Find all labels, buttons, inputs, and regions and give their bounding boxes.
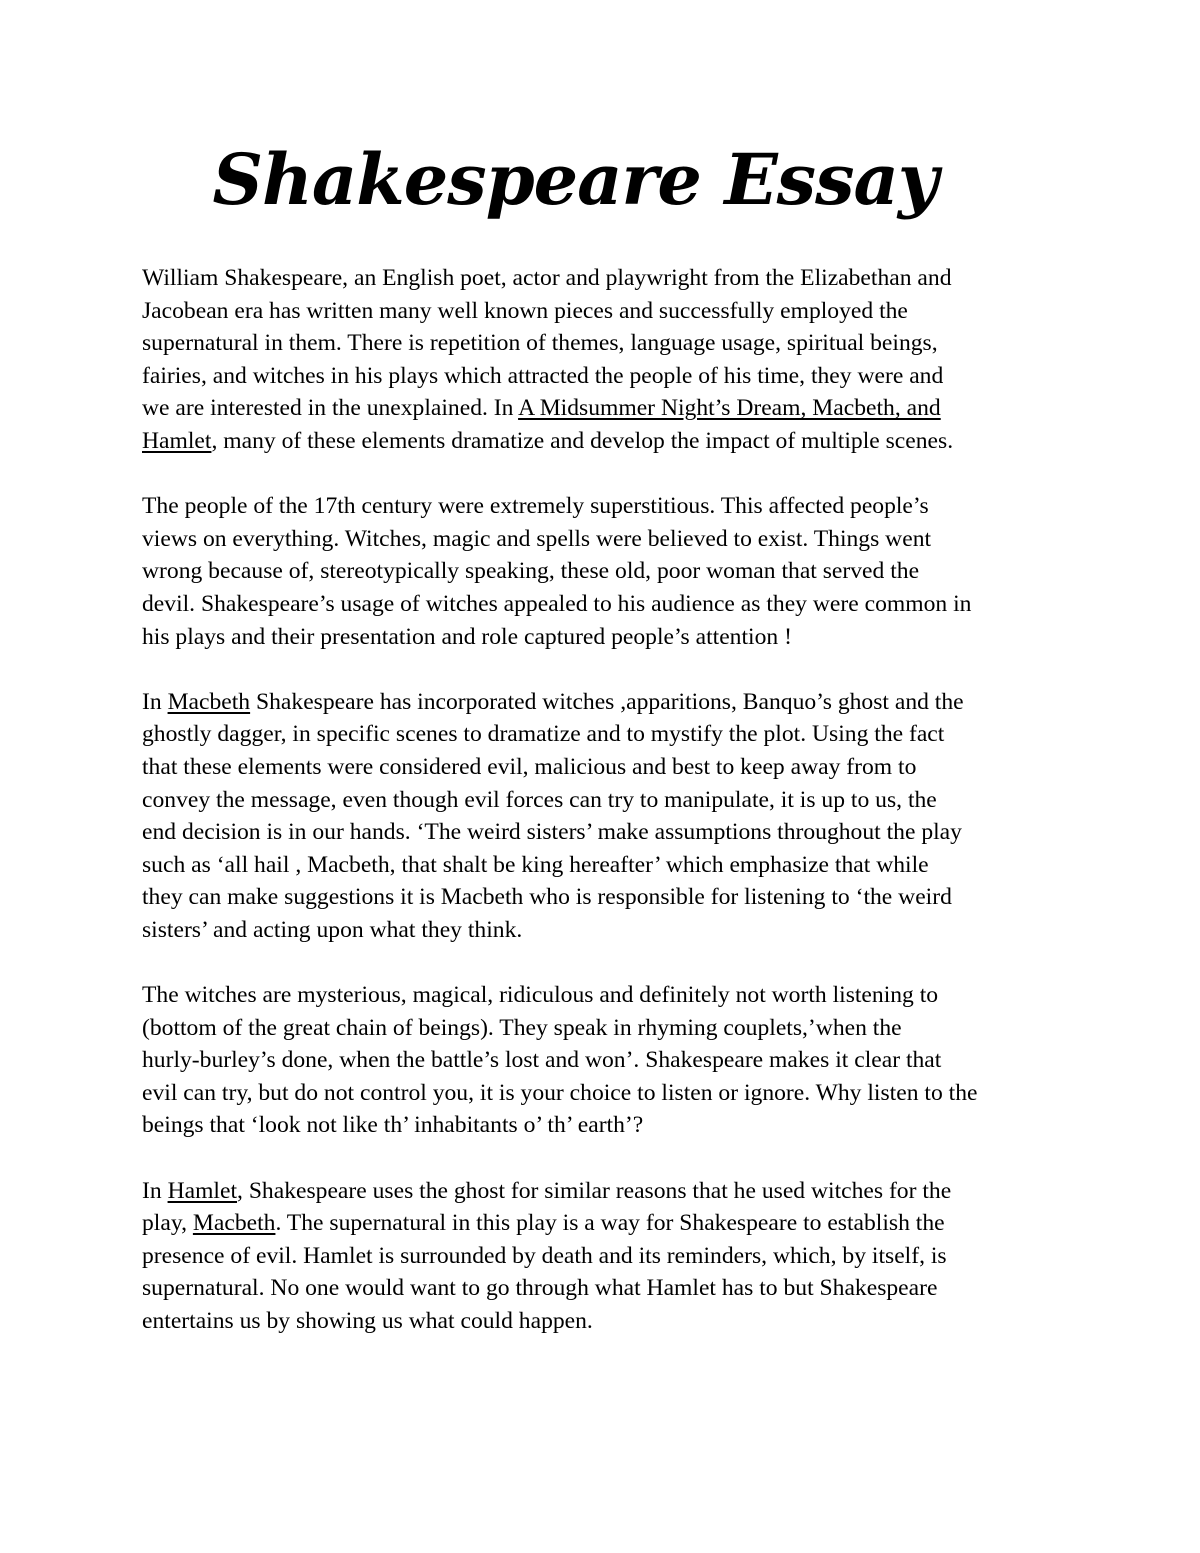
- underlined-title: Hamlet: [142, 427, 212, 454]
- text-line: [142, 1207, 1062, 1240]
- text-line: [142, 849, 1062, 882]
- text-line: [142, 392, 1062, 425]
- text-segment: , many of these elements dramatize and develop the impact of multiple scenes.: [211, 427, 954, 454]
- text-segment: devil. Shakespeare’s usage of witches appealed to his audience as they were common in: [142, 590, 972, 617]
- text-line: [142, 816, 1062, 849]
- essay-paragraph: [142, 979, 1062, 1142]
- text-segment: that these elements were considered evil, malicious and best to keep away from to: [142, 753, 917, 780]
- text-line: [142, 262, 1062, 295]
- text-segment: his plays and their presentation and role captured people’s attention !: [142, 623, 792, 650]
- text-segment: Shakespeare has incorporated witches ,apparitions, Banquo’s ghost and the: [250, 688, 964, 715]
- text-segment: beings that ‘look not like th’ inhabitants o’ th’ earth’?: [142, 1112, 644, 1139]
- text-line: [142, 914, 1062, 947]
- text-line: [142, 490, 1062, 523]
- text-segment: hurly-burley’s done, when the battle’s lost and won’. Shakespeare makes it clear that: [142, 1047, 942, 1074]
- essay-paragraph: [142, 1175, 1062, 1338]
- text-segment: . The supernatural in this play is a way for Shakespeare to establish the: [275, 1210, 945, 1237]
- text-line: [142, 327, 1062, 360]
- text-line: [142, 1109, 1062, 1142]
- text-line: [142, 1305, 1062, 1338]
- text-segment: end decision is in our hands. ‘The weird sisters’ make assumptions throughout the play: [142, 819, 962, 846]
- essay-paragraph: [142, 490, 1062, 653]
- text-line: [142, 1240, 1062, 1273]
- text-segment: supernatural. No one would want to go through what Hamlet has to but Shakespeare: [142, 1275, 938, 1302]
- text-segment: (bottom of the great chain of beings). They speak in rhyming couplets,’when the: [142, 1014, 902, 1041]
- text-line: [142, 784, 1062, 817]
- text-segment: William Shakespeare, an English poet, actor and playwright from the Elizabethan and: [142, 265, 952, 291]
- text-line: [142, 621, 1062, 654]
- text-segment: they can make suggestions it is Macbeth who is responsible for listening to ‘the weird: [142, 884, 952, 911]
- text-segment: play,: [142, 1210, 193, 1237]
- text-line: [142, 881, 1062, 914]
- text-segment: sisters’ and acting upon what they think.: [142, 916, 523, 943]
- text-segment: presence of evil. Hamlet is surrounded by death and its reminders, which, by itself, is: [142, 1242, 947, 1269]
- text-line: [142, 523, 1062, 556]
- underlined-title: Macbeth: [192, 1210, 276, 1237]
- essay-body: [142, 262, 1062, 1370]
- underlined-title: A Midsummer Night’s Dream, Macbeth, and: [518, 395, 941, 422]
- text-segment: wrong because of, stereotypically speaking, these old, poor woman that served the: [142, 558, 920, 585]
- text-segment: evil can try, but do not control you, it is your choice to listen or ignore. Why listen to the: [142, 1079, 978, 1106]
- text-line: [142, 1175, 1062, 1208]
- text-segment: such as ‘all hail , Macbeth, that shalt be king hereafter’ which emphasize that while: [142, 851, 929, 878]
- essay-paragraph: [142, 686, 1062, 947]
- text-line: [142, 588, 1062, 621]
- underlined-title: Hamlet: [167, 1177, 238, 1204]
- text-line: [142, 1077, 1062, 1110]
- text-segment: convey the message, even though evil forces can try to manipulate, it is up to us, the: [142, 786, 937, 813]
- text-line: [142, 718, 1062, 751]
- text-line: [142, 1272, 1062, 1305]
- text-segment: Jacobean era has written many well known pieces and successfully employed the: [142, 297, 908, 324]
- text-segment: In: [142, 688, 168, 715]
- text-segment: entertains us by showing us what could happen.: [142, 1308, 593, 1334]
- text-segment: In: [142, 1177, 168, 1204]
- text-line: [142, 360, 1062, 393]
- essay-title: Shakespeare Essay: [212, 138, 938, 221]
- text-segment: supernatural in them. There is repetition of themes, language usage, spiritual beings,: [142, 330, 938, 357]
- text-line: [142, 295, 1062, 328]
- text-line: [142, 1044, 1062, 1077]
- text-segment: The people of the 17th century were extremely superstitious. This affected people’s: [142, 493, 929, 520]
- underlined-title: Macbeth: [167, 688, 251, 715]
- text-segment: The witches are mysterious, magical, ridiculous and definitely not worth listening to: [142, 982, 939, 1009]
- text-segment: , Shakespeare uses the ghost for similar reasons that he used witches for the: [237, 1177, 952, 1204]
- text-line: [142, 425, 1062, 458]
- essay-paragraph: [142, 262, 1062, 458]
- text-segment: ghostly dagger, in specific scenes to dramatize and to mystify the plot. Using the fact: [142, 721, 945, 748]
- text-line: [142, 555, 1062, 588]
- text-segment: views on everything. Witches, magic and spells were believed to exist. Things went: [142, 525, 932, 552]
- text-segment: we are interested in the unexplained. In: [142, 395, 519, 422]
- text-line: [142, 979, 1062, 1012]
- text-line: [142, 751, 1062, 784]
- text-line: [142, 1012, 1062, 1045]
- text-line: [142, 686, 1062, 719]
- text-segment: fairies, and witches in his plays which attracted the people of his time, they were and: [142, 362, 944, 389]
